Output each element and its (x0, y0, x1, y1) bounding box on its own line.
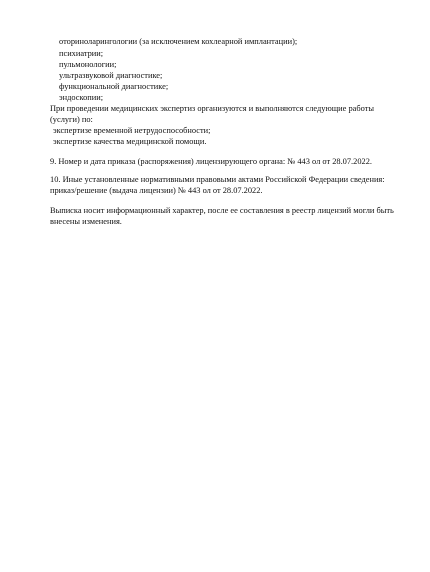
section-10-order: приказ/решение (выдача лицензии) № 443 ол от 28.07.2022. (50, 186, 263, 195)
expertise-item: экспертизе временной нетрудоспособности; (53, 126, 211, 135)
list-item: эндоскопии; (59, 93, 104, 102)
expertise-intro-continued: (услуги) по: (50, 115, 93, 124)
expertise-intro: При проведении медицинских экспертиз организуются и выполняются следующие работы (50, 104, 374, 113)
disclaimer-note: Выписка носит информационный характер, после ее составления в реестр лицензий могли быть (50, 206, 394, 215)
section-9-order: 9. Номер и дата приказа (распоряжения) лицензирующего органа: № 443 ол от 28.07.2022. (50, 157, 372, 166)
section-10-heading: 10. Иные установленные нормативными правовыми актами Российской Федерации сведения: (50, 175, 385, 184)
expertise-item: экспертизе качества медицинской помощи. (53, 137, 207, 146)
list-item: функциональной диагностике; (59, 82, 169, 91)
disclaimer-note-continued: внесены изменения. (50, 217, 122, 226)
list-item: оториноларингологии (за исключением кохлеарной имплантации); (59, 37, 298, 46)
list-item: психиатрии; (59, 49, 104, 58)
list-item: пульмонологии; (59, 60, 117, 69)
list-item: ультразвуковой диагностике; (59, 71, 163, 80)
